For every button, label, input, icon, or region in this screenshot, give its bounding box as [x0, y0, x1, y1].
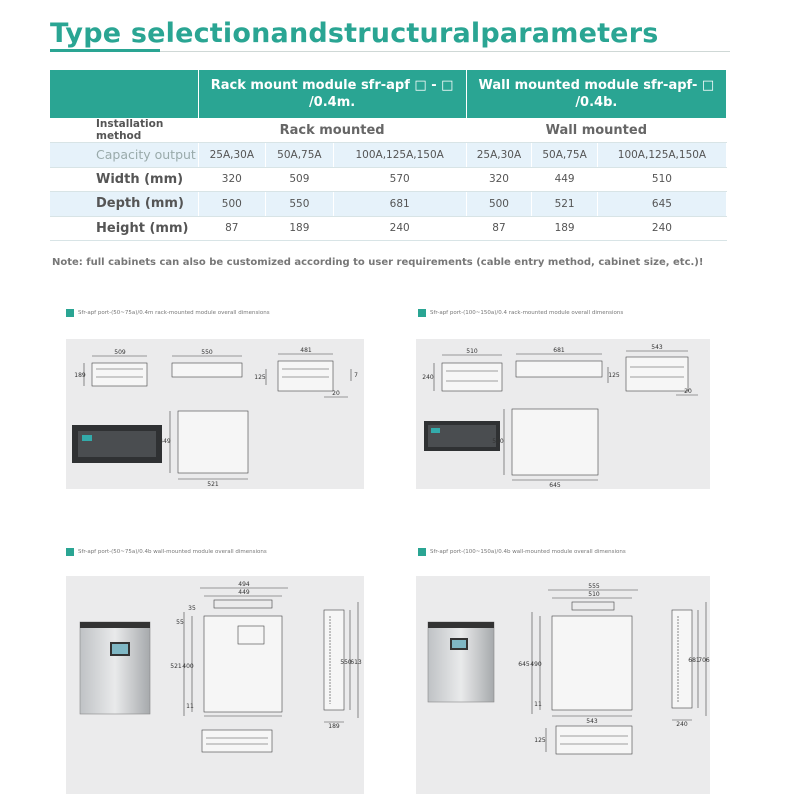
row-label: Installation method [50, 118, 198, 143]
dim-label: 550 [340, 659, 352, 666]
figure-caption-3: Sfr-apf port-(50~75a)/0.4b wall-mounted module overall dimensions [66, 548, 267, 556]
table-cell: 50A,75A [532, 143, 598, 168]
table-cell: 87 [198, 216, 266, 241]
table-cell: 240 [597, 216, 726, 241]
table-header-wall: Wall mounted module sfr-apf- □ /0.4b. [466, 70, 726, 118]
dim-label: 125 [534, 737, 546, 744]
dim-label: 189 [74, 372, 86, 379]
row-label: Width (mm) [50, 167, 198, 192]
dim-label: 521 [207, 481, 219, 488]
dim-label: 645 [518, 661, 530, 668]
dim-label: 240 [422, 374, 434, 381]
table-row-installation [50, 118, 727, 143]
dim-label: 125 [608, 372, 620, 379]
dim-label: 11 [186, 703, 194, 710]
table-cell: 320 [198, 167, 266, 192]
table-cell: 570 [333, 167, 466, 192]
dimension-drawing-3 [66, 576, 364, 794]
bullet-square-icon [418, 548, 426, 556]
table-cell: 521 [532, 192, 598, 217]
drawing-panel-3 [66, 576, 364, 794]
drawing-panel-1 [66, 339, 364, 489]
bullet-square-icon [418, 309, 426, 317]
figure-caption-4: Sfr-apf port-(100~150a)/0.4b wall-mounted module overall dimensions [418, 548, 626, 556]
table-header-blank [50, 70, 198, 118]
dim-label: 521 [170, 663, 182, 670]
table-cell: 50A,75A [266, 143, 334, 168]
dim-label: 706 [698, 657, 710, 664]
dim-label: 681 [553, 347, 565, 354]
dim-label: 555 [588, 583, 600, 590]
table-cell: 189 [532, 216, 598, 241]
dim-label: 7 [354, 372, 358, 379]
table-cell: 550 [266, 192, 334, 217]
dim-label: 613 [350, 659, 362, 666]
dim-label: 11 [534, 701, 542, 708]
row-label: Capacity output [50, 143, 198, 168]
dim-label: 494 [238, 581, 250, 588]
figure-caption-1: Sfr-apf port-(50~75a)/0.4m rack-mounted module overall dimensions [66, 309, 270, 317]
dim-label: 681 [688, 657, 700, 664]
table-row-depth [50, 192, 727, 217]
dim-label: 490 [530, 661, 542, 668]
figure-caption-2: Sfr-apf port-(100~150a)/0.4 rack-mounted module overall dimensions [418, 309, 623, 317]
table-cell: 189 [266, 216, 334, 241]
dim-label: 543 [586, 718, 598, 725]
table-cell: 25A,30A [466, 143, 532, 168]
dimension-drawing-4 [416, 576, 710, 794]
row-label: Height (mm) [50, 216, 198, 241]
dim-label: 20 [332, 390, 340, 397]
table-cell: 500 [466, 192, 532, 217]
table-cell: 645 [597, 192, 726, 217]
title-divider-accent [50, 49, 160, 52]
table-row-width [50, 167, 727, 192]
dim-label: 645 [549, 482, 561, 489]
table-cell: 25A,30A [198, 143, 266, 168]
dim-label: 449 [159, 438, 171, 445]
bullet-square-icon [66, 548, 74, 556]
table-cell: 509 [266, 167, 334, 192]
table-cell: 449 [532, 167, 598, 192]
table-row-capacity [50, 143, 727, 168]
dim-label: 481 [300, 347, 312, 354]
dim-label: 510 [492, 438, 504, 445]
table-cell: 500 [198, 192, 266, 217]
spec-table [50, 70, 727, 241]
dim-label: 55 [176, 619, 184, 626]
table-cell: 100A,125A,150A [333, 143, 466, 168]
row-label: Depth (mm) [50, 192, 198, 217]
table-header-row [50, 70, 727, 118]
dimension-drawing-1 [66, 339, 364, 489]
dim-label: 510 [466, 348, 478, 355]
bullet-square-icon [66, 309, 74, 317]
dim-label: 35 [188, 605, 196, 612]
table-header-rack: Rack mount module sfr-apf □ - □ /0.4m. [198, 70, 466, 118]
dim-label: 125 [254, 374, 266, 381]
table-cell: 681 [333, 192, 466, 217]
table-cell: 87 [466, 216, 532, 241]
dim-label: 509 [114, 349, 126, 356]
dim-label: 400 [182, 663, 194, 670]
dim-label: 543 [651, 344, 663, 351]
page-title: Type selectionandstructuralparameters [50, 18, 659, 49]
table-cell: Rack mounted [198, 118, 466, 143]
dim-label: 449 [238, 589, 250, 596]
table-cell: 320 [466, 167, 532, 192]
dim-label: 240 [676, 721, 688, 728]
dim-label: 189 [328, 723, 340, 730]
table-cell: 100A,125A,150A [597, 143, 726, 168]
drawing-panel-4 [416, 576, 710, 794]
table-row-height [50, 216, 727, 241]
drawing-panel-2 [416, 339, 710, 489]
dimension-drawing-2 [416, 339, 710, 489]
dim-label: 20 [684, 388, 692, 395]
dim-label: 550 [201, 349, 213, 356]
customization-note: Note: full cabinets can also be customized according to user requirements (cable entry method, cabinet size, etc.)! [52, 257, 704, 268]
table-cell: 510 [597, 167, 726, 192]
dim-label: 510 [588, 591, 600, 598]
table-cell: 240 [333, 216, 466, 241]
table-cell: Wall mounted [466, 118, 726, 143]
